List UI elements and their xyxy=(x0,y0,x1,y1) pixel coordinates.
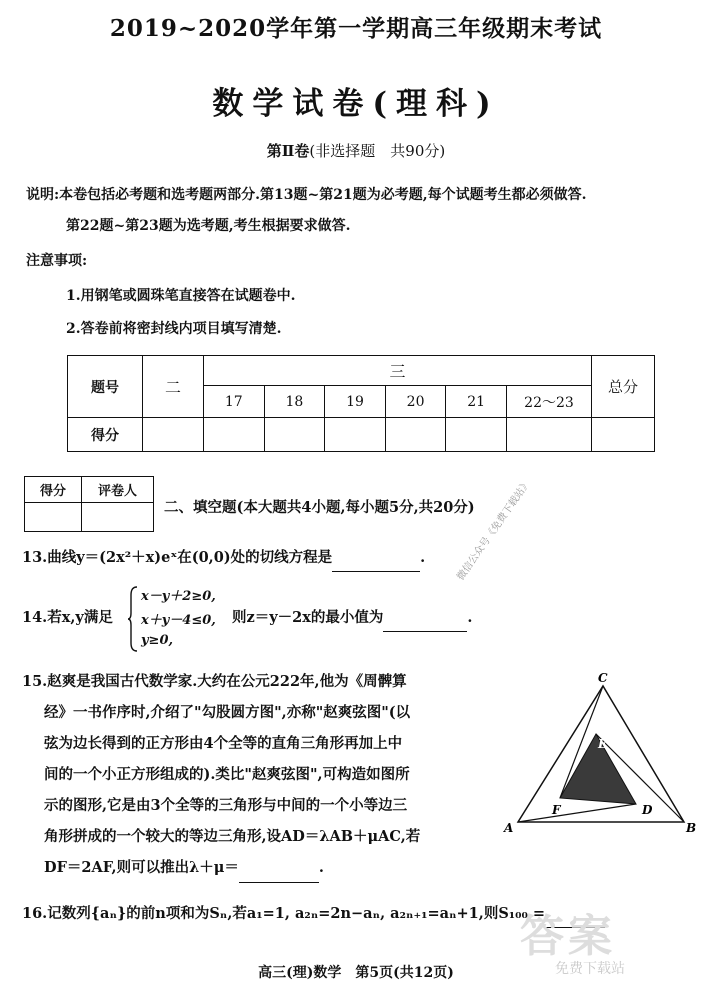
question-13: 13.曲线y＝(2x²＋x)eˣ在(0,0)处的切线方程是 . xyxy=(22,544,425,572)
col-21: 21 xyxy=(446,386,507,418)
label-C: C xyxy=(598,672,608,685)
q13-text: 13.曲线y＝(2x²＋x)eˣ在(0,0)处的切线方程是 xyxy=(22,549,333,566)
score-cell[interactable] xyxy=(204,418,265,452)
col-17: 17 xyxy=(204,386,265,418)
corner-watermark-small: 免费下载站 xyxy=(555,961,625,977)
notice-heading: 注意事项: xyxy=(26,253,88,269)
section-three-header: 三 xyxy=(204,356,592,386)
q15-line-2: 经》一书作序时,介绍了"勾股圆方图",亦称"赵爽弦图"(以 xyxy=(44,704,411,721)
score-cell[interactable] xyxy=(143,418,204,452)
grader-name-cell[interactable] xyxy=(82,503,154,532)
volume-suffix: (非选择题 共90分) xyxy=(309,142,446,160)
constraint-3: y≥0, xyxy=(141,633,174,648)
q15-line-3: 弦为边长得到的正方形由4个全等的直角三角形再加上中 xyxy=(44,735,403,752)
q16-text: 16.记数列{aₙ}的前n项和为Sₙ,若a₁=1, a₂ₙ=2n−aₙ, a₂ₙ₊₁=aₙ+1,则S₁₀₀ = xyxy=(22,905,546,922)
notice-item-2: 2.答卷前将密封线内项目填写清楚. xyxy=(66,321,282,337)
q15-answer-blank[interactable] xyxy=(239,882,319,883)
constraint-1: x－y＋2≥0, xyxy=(141,589,216,604)
q14-prefix: 14.若x,y满足 xyxy=(22,609,113,626)
label-A: A xyxy=(504,821,514,835)
paper-title: 数学试卷(理科) xyxy=(212,86,500,122)
row-label-number: 题号 xyxy=(68,356,143,418)
row-label-score: 得分 xyxy=(68,418,143,452)
q14-answer-blank[interactable] xyxy=(383,631,467,632)
label-D: D xyxy=(642,803,653,817)
line-AD xyxy=(518,804,636,822)
q15-line-4: 间的一个小正方形组成的).类比"赵爽弦图",可构造如图所 xyxy=(44,766,410,783)
col-22-23: 22～23 xyxy=(507,386,592,418)
grader-score-label: 得分 xyxy=(25,477,82,503)
constraint-brace xyxy=(128,585,138,653)
label-E: E xyxy=(598,737,608,751)
volume-prefix: 第Ⅱ卷 xyxy=(266,142,310,160)
corner-watermark: 答案 xyxy=(520,911,616,962)
score-cell[interactable] xyxy=(325,418,386,452)
col-18: 18 xyxy=(264,386,325,418)
constraint-2: x＋y－4≤0, xyxy=(141,613,216,628)
page-footer: 高三(理)数学 第5页(共12页) xyxy=(258,965,454,981)
question-14-suffix: 则z＝y－2x的最小值为 . xyxy=(232,604,472,632)
total-header: 总分 xyxy=(592,356,655,418)
col-19: 19 xyxy=(325,386,386,418)
q15-line-1: 15.赵爽是我国古代数学家.大约在公元222年,他为《周髀算 xyxy=(22,673,407,690)
score-cell[interactable] xyxy=(264,418,325,452)
q15-line-6: 角形拼成的一个较大的等边三角形,设AD＝λAB＋μAC,若 xyxy=(44,828,421,845)
col-20: 20 xyxy=(385,386,446,418)
grader-name-label: 评卷人 xyxy=(82,477,154,503)
q15-line-5: 示的图形,它是由3个全等的三角形与中间的一个小等边三 xyxy=(44,797,408,814)
side-watermark: 微信公众号《免费下载站》 xyxy=(455,477,534,583)
question-15 xyxy=(22,666,502,883)
q13-answer-blank[interactable] xyxy=(332,571,420,572)
exam-title: 2019~2020学年第一学期高三年级期末考试 xyxy=(109,15,603,42)
score-cell[interactable] xyxy=(385,418,446,452)
grader-score-cell[interactable] xyxy=(25,503,82,532)
score-cell[interactable] xyxy=(592,418,655,452)
notice-item-1: 1.用钢笔或圆珠笔直接答在试题卷中. xyxy=(66,288,296,304)
score-cell[interactable] xyxy=(446,418,507,452)
volume-title xyxy=(0,140,712,161)
triangle-figure xyxy=(500,672,705,840)
score-table xyxy=(67,355,655,452)
q15-line-7: DF＝2AF,则可以推出λ＋μ＝ . xyxy=(22,852,502,883)
grader-table xyxy=(24,476,154,532)
instruction-line-1: 说明:本卷包括必考题和选考题两部分.第13题~第21题为必考题,每个试题考生都必须做答. xyxy=(26,187,587,203)
question-16 xyxy=(22,900,605,928)
instruction-line-2: 第22题~第23题为选考题,考生根据要求做答. xyxy=(66,218,351,234)
q14-suffix-text: 则z＝y－2x的最小值为 xyxy=(232,609,384,626)
label-B: B xyxy=(686,821,697,835)
label-F: F xyxy=(552,803,561,817)
score-cell[interactable] xyxy=(507,418,592,452)
section-two-header: 二 xyxy=(143,356,204,418)
q15-line-7-text: DF＝2AF,则可以推出λ＋μ＝ xyxy=(44,859,239,876)
section-heading: 二、填空题(本大题共4小题,每小题5分,共20分) xyxy=(164,499,475,516)
